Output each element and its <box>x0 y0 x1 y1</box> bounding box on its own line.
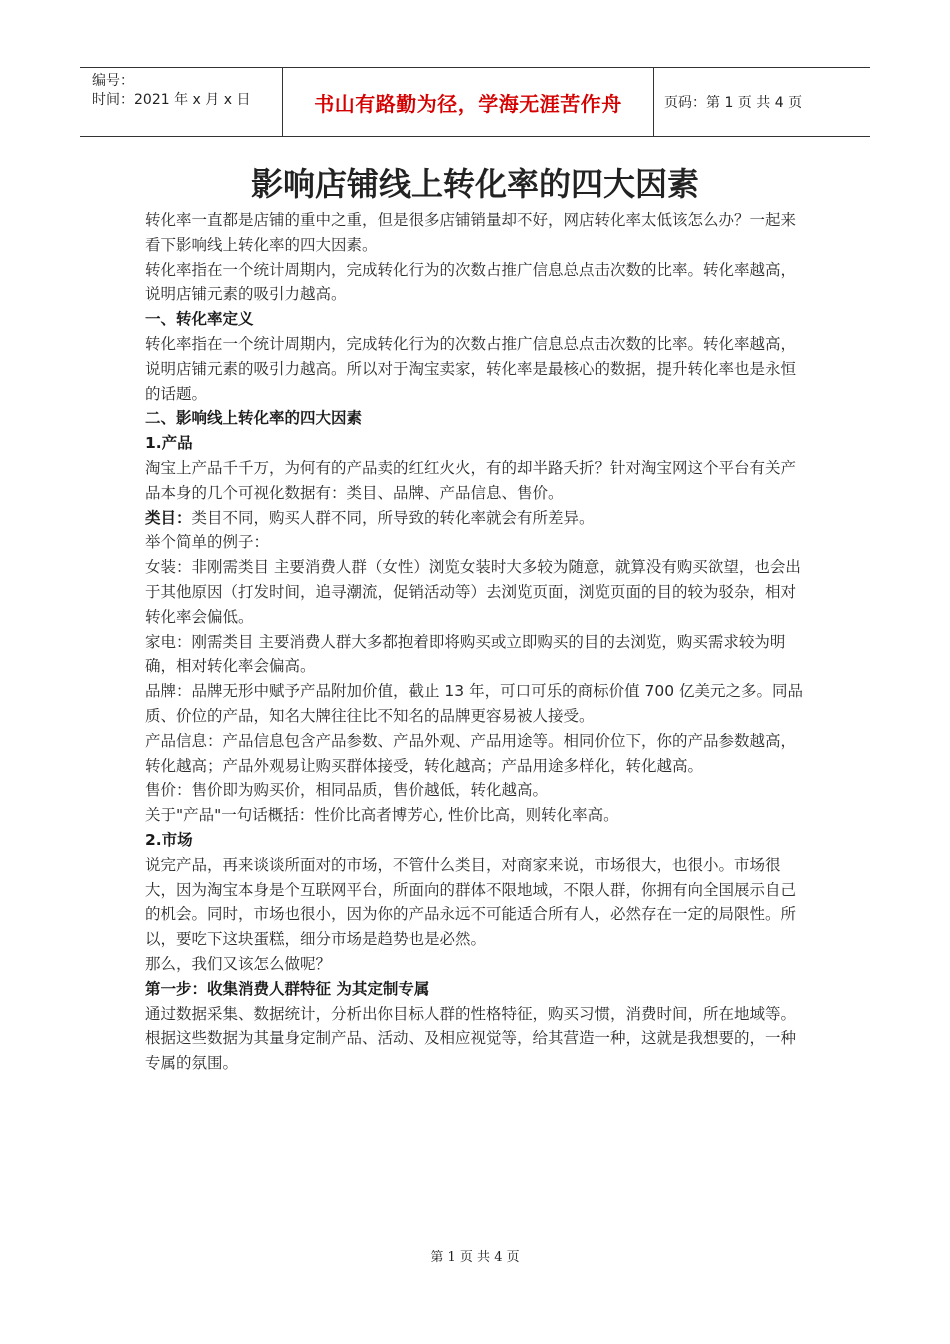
document-date-label: 时间：2021 年 x 月 x 日 <box>92 92 251 108</box>
paragraph: 转化率指在一个统计周期内，完成转化行为的次数占推广信息总点击次数的比率。转化率越高，说明店铺元素的吸引力越高。所以对于淘宝卖家，转化率是最核心的数据，提升转化率也是永恒的话题。 <box>145 334 797 403</box>
page-header <box>80 67 870 137</box>
document-body <box>145 208 810 1076</box>
paragraph: 转化率一直都是店铺的重中之重，但是很多店铺销量却不好，网店转化率太低该怎么办？一起来看下影响线上转化率的四大因素。 <box>145 211 797 254</box>
step-heading: 第一步：收集消费人群特征 为其定制专属 <box>145 979 430 998</box>
section-heading: 一、转化率定义 <box>145 310 254 329</box>
page-footer: 第 1 页 共 4 页 <box>430 1250 520 1265</box>
paragraph: 品牌：品牌无形中赋予产品附加价值，截止 13 年，可口可乐的商标价值 700 亿美元之多。同品质、价位的产品，知名大牌往往比不知名的品牌更容易被人接受。 <box>145 682 804 725</box>
paragraph: 售价：售价即为购买价，相同品质，售价越低，转化越高。 <box>145 781 549 800</box>
document-title: 影响店铺线上转化率的四大因素 <box>250 165 699 203</box>
paragraph: 那么，我们又该怎么做呢？ <box>145 954 332 973</box>
paragraph: 女装：非刚需类目 主要消费人群（女性）浏览女装时大多较为随意，就算没有购买欲望，也会出于其他原因（打发时间，追寻潮流，促销活动等）去浏览页面，浏览页面的目的较为驳杂，相对转化率会偏低。 <box>145 558 801 626</box>
header-motto: 书山有路勤为径，学海无涯苦作舟 <box>282 68 654 136</box>
section-heading: 二、影响线上转化率的四大因素 <box>145 409 363 428</box>
subsection-heading: 2.市场 <box>145 830 193 849</box>
header-page-label: 页码：第 1 页 共 4 页 <box>664 95 803 111</box>
document-number-label: 编号： <box>92 73 134 89</box>
paragraph-bold-label: 类目： <box>145 508 192 527</box>
paragraph: 举个简单的例子： <box>145 533 270 552</box>
paragraph: 淘宝上产品千千万，为何有的产品卖的红红火火，有的却半路夭折？针对淘宝网这个平台有关产品本身的几个可视化数据有：类目、品牌、产品信息、售价。 <box>145 458 797 502</box>
subsection-heading: 1.产品 <box>145 434 193 453</box>
paragraph-text: 类目不同，购买人群不同，所导致的转化率就会有所差异。 <box>191 508 595 527</box>
paragraph <box>145 506 810 531</box>
paragraph: 家电：刚需类目 主要消费人群大多都抱着即将购买或立即购买的目的去浏览，购买需求较为明确，相对转化率会偏高。 <box>145 632 786 676</box>
paragraph: 说完产品，再来谈谈所面对的市场，不管什么类目，对商家来说，市场很大，也很小。市场很大，因为淘宝本身是个互联网平台，所面向的群体不限地域，不限人群，你拥有向全国展示自己的机会。同时，市场也很小，因为你的产品永远不可能适合所有人，必然存在一定的局限性。所以，要吃下这块蛋糕，细分市场是趋势也是必然。 <box>145 855 797 949</box>
paragraph: 通过数据采集、数据统计，分析出你目标人群的性格特征，购买习惯，消费时间，所在地域等。根据这些数据为其量身定制产品、活动、及相应视觉等，给其营造一种，这就是我想要的，一种专属的氛围。 <box>145 1004 797 1073</box>
header-meta <box>80 68 282 136</box>
paragraph: 产品信息：产品信息包含产品参数、产品外观、产品用途等。相同价位下，你的产品参数越高，转化越高；产品外观易让购买群体接受，转化越高；产品用途多样化，转化越高。 <box>145 731 797 775</box>
paragraph: 转化率指在一个统计周期内，完成转化行为的次数占推广信息总点击次数的比率。转化率越高，说明店铺元素的吸引力越高。 <box>145 260 797 304</box>
paragraph: 关于"产品"一句话概括：性价比高者博芳心, 性价比高，则转化率高。 <box>145 806 619 825</box>
